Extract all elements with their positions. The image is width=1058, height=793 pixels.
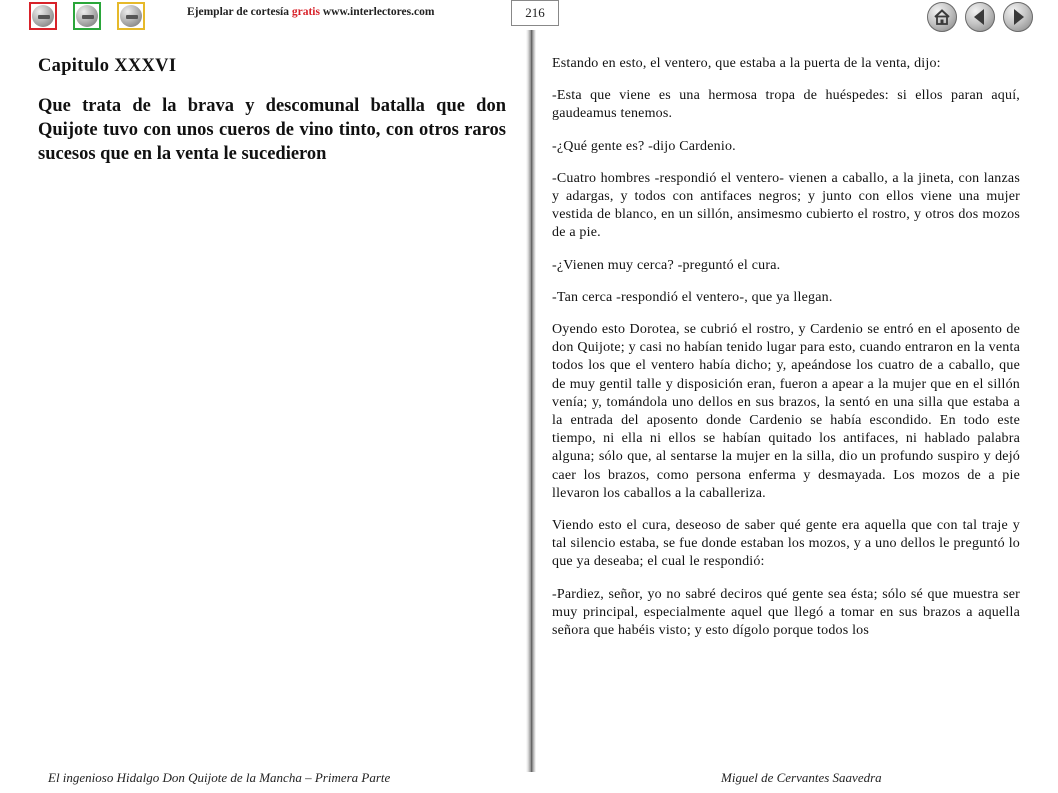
paragraph: Viendo esto el cura, deseoso de saber qué gente era aquella que con tal traje y tal silencio estaba, se fue donde estaban los mozos, y a uno dellos le preguntó lo que ya deseaba; el cual le respondió: bbox=[552, 518, 1020, 570]
courtesy-gratis: gratis bbox=[291, 6, 320, 18]
chapter-subtitle: Que trata de la brava y descomunal batalla que don Quijote tuvo con unos cueros de vino tinto, con otros raros sucesos que en la venta le sucedieron bbox=[38, 96, 506, 164]
chapter-title: Capitulo XXXVI bbox=[38, 56, 177, 76]
paragraph: -¿Qué gente es? -dijo Cardenio. bbox=[552, 138, 736, 154]
previous-page-button[interactable] bbox=[965, 2, 995, 32]
arrow-left-icon bbox=[965, 2, 995, 32]
minimize-green-button[interactable] bbox=[73, 2, 101, 30]
page-text bbox=[552, 55, 1020, 705]
courtesy-site-link[interactable]: www.interlectores.com bbox=[322, 6, 435, 18]
courtesy-prefix: Ejemplar de cortesía bbox=[187, 6, 289, 18]
courtesy-banner bbox=[187, 6, 434, 18]
arrow-right-icon bbox=[1003, 2, 1033, 32]
paragraph: Estando en esto, el ventero, que estaba a la puerta de la venta, dijo: bbox=[552, 56, 941, 71]
close-red-button[interactable] bbox=[29, 2, 57, 30]
home-icon bbox=[927, 2, 957, 32]
footer-book-title: El ingenioso Hidalgo Don Quijote de la Mancha – Primera Parte bbox=[48, 770, 391, 785]
next-page-button[interactable] bbox=[1003, 2, 1033, 32]
footer-author: Miguel de Cervantes Saavedra bbox=[721, 770, 882, 785]
minus-icon bbox=[76, 5, 98, 27]
zoom-yellow-button[interactable] bbox=[117, 2, 145, 30]
paragraph: -Pardiez, señor, yo no sabré deciros qué gente sea ésta; sólo sé que muestra ser muy principal, especialmente aquel que llegó a tomar en sus brazos a aquella señora que habéis visto; y esto dígolo porque todos los bbox=[552, 586, 1020, 639]
page-number-field[interactable]: 216 bbox=[511, 0, 559, 26]
home-button[interactable] bbox=[927, 2, 957, 32]
paragraph: Oyendo esto Dorotea, se cubrió el rostro, y Cardenio se entró en el aposento de don Quijote; y casi no habían tenido lugar para esto, cuando entraron en la venta todos los que el ventero había dicho; y, apeándose los cuatro de a caballo, que de muy gentil talle y disposición eran, fueron a apear a la mujer que en el sillón venía; y, tomándola uno dellos en sus brazos, la sentó en una silla que estaba a la entrada del aposento donde Cardenio se había escondido. En todo este tiempo, ni ella ni ellos se habían quitado los antifaces, ni hablado palabra alguna; sólo que, al sentarse la mujer en la silla, dio un profundo suspiro y dejó caer los brazos, como persona enferma y desmayada. Los mozos de a pie llevaron los caballos a la caballeriza. bbox=[552, 322, 1020, 501]
paragraph: -Esta que viene es una hermosa tropa de huéspedes: si ellos paran aquí, gaudeamus tenemos. bbox=[552, 88, 1020, 122]
paragraph: -Tan cerca -respondió el ventero-, que ya llegan. bbox=[552, 289, 833, 305]
minus-icon bbox=[32, 5, 54, 27]
paragraph: -¿Vienen muy cerca? -preguntó el cura. bbox=[552, 257, 781, 273]
minus-icon bbox=[120, 5, 142, 27]
book-spine-divider bbox=[526, 30, 536, 772]
paragraph: -Cuatro hombres -respondió el ventero- vienen a caballo, a la jineta, con lanzas y adargas, y todos con antifaces negros; y junto con ellos viene una mujer vestida de blanco, en un sillón, ansimesmo cubierto el rostro, y otros dos mozos de a pie. bbox=[552, 170, 1020, 241]
